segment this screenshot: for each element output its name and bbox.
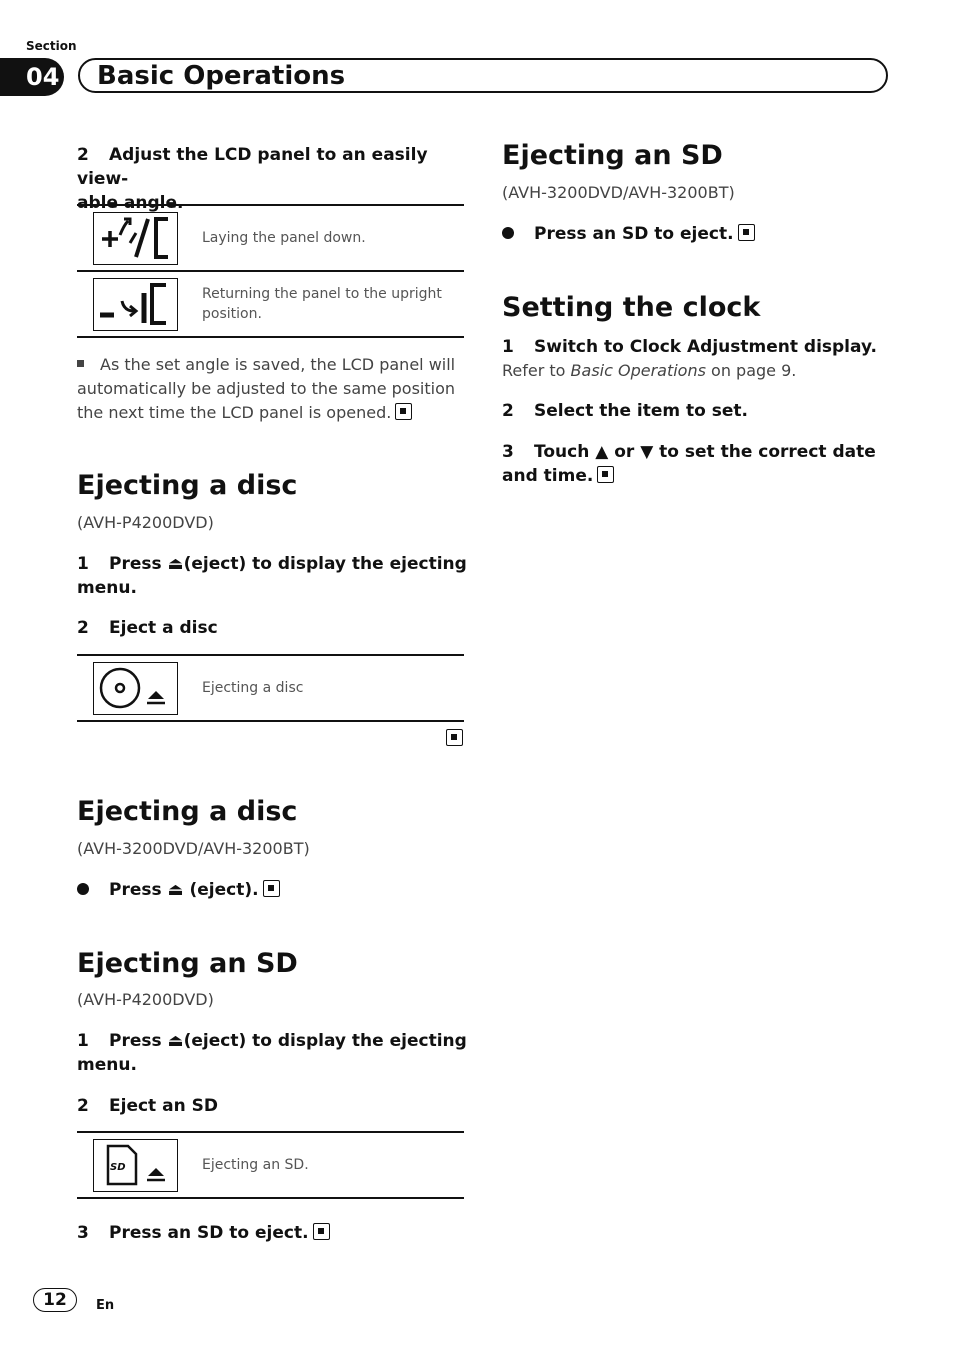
step-adjust-panel: 2 Adjust the LCD panel to an easily view- able angle. [77,145,428,213]
svg-text:SD: SD [110,1162,126,1173]
note-angle-saved: As the set angle is saved, the LCD panel will automatically be adjusted to the same position the next time the LCD panel is opened. [77,355,456,422]
table-row [77,206,464,272]
page-number: 12 [33,1288,77,1312]
model-label: (AVH-3200DVD/AVH-3200BT) [502,183,735,202]
step-select-item: 2 Select the item to set. [502,401,749,421]
table-row-text: Returning the panel to the upright position. [202,286,442,322]
heading-ejecting-sd-1: Ejecting an SD [77,948,298,979]
panel-upright-icon [93,278,178,331]
heading-ejecting-disc-1: Ejecting a disc [77,470,298,501]
table-row-text: Ejecting an SD. [202,1157,309,1173]
model-label: (AVH-P4200DVD) [77,513,214,532]
sd-eject-icon [93,1139,178,1192]
step-eject-disc: 2 Eject a disc [77,618,218,638]
step-press-eject: 1 Press ⏏(eject) to display the ejecting menu. [77,554,467,598]
table-row [77,1133,464,1199]
end-mark-icon [446,729,463,746]
step-press-sd-eject: 3 Press an SD to eject. [77,1221,330,1245]
section-label: Section [26,39,77,53]
step-switch-clock: 1 Switch to Clock Adjustment display. [502,337,877,357]
panel-down-icon [93,212,178,265]
heading-ejecting-disc-2: Ejecting a disc [77,796,298,827]
model-label: (AVH-3200DVD/AVH-3200BT) [77,839,310,858]
bullet-dot [77,883,89,895]
heading-ejecting-sd-2: Ejecting an SD [502,140,723,171]
eject-disc-table [77,654,464,722]
eject-sd-table [77,1131,464,1199]
table-row-text: Ejecting a disc [202,680,304,696]
heading-setting-clock: Setting the clock [502,292,761,323]
panel-angle-table [77,204,464,338]
step-press-eject-sd: 1 Press ⏏(eject) to display the ejecting menu. [77,1031,467,1075]
step-eject-sd: 2 Eject an SD [77,1096,218,1116]
step-touch-arrows: 3 Touch ▲ or ▼ to set the correct date and time. [502,442,876,486]
table-row-text: Laying the panel down. [202,230,366,246]
end-mark-icon [597,466,614,483]
bullet-press-eject: Press ⏏ (eject). [77,878,280,902]
section-title: Basic Operations [97,61,346,91]
table-row [77,272,464,338]
bullet-dot [502,227,514,239]
end-mark-icon [395,403,412,420]
note-bullet [77,360,84,367]
end-mark-icon [313,1223,330,1240]
language-label: En [96,1298,115,1313]
end-mark-icon [263,880,280,897]
end-mark-icon [738,224,755,241]
refer-text: Refer to Basic Operations on page 9. [502,361,797,380]
end-mark-container [442,729,463,748]
table-row [77,656,464,722]
disc-eject-icon [93,662,178,715]
bullet-press-sd: Press an SD to eject. [502,222,755,246]
model-label: (AVH-P4200DVD) [77,990,214,1009]
section-number: 04 [0,58,64,96]
